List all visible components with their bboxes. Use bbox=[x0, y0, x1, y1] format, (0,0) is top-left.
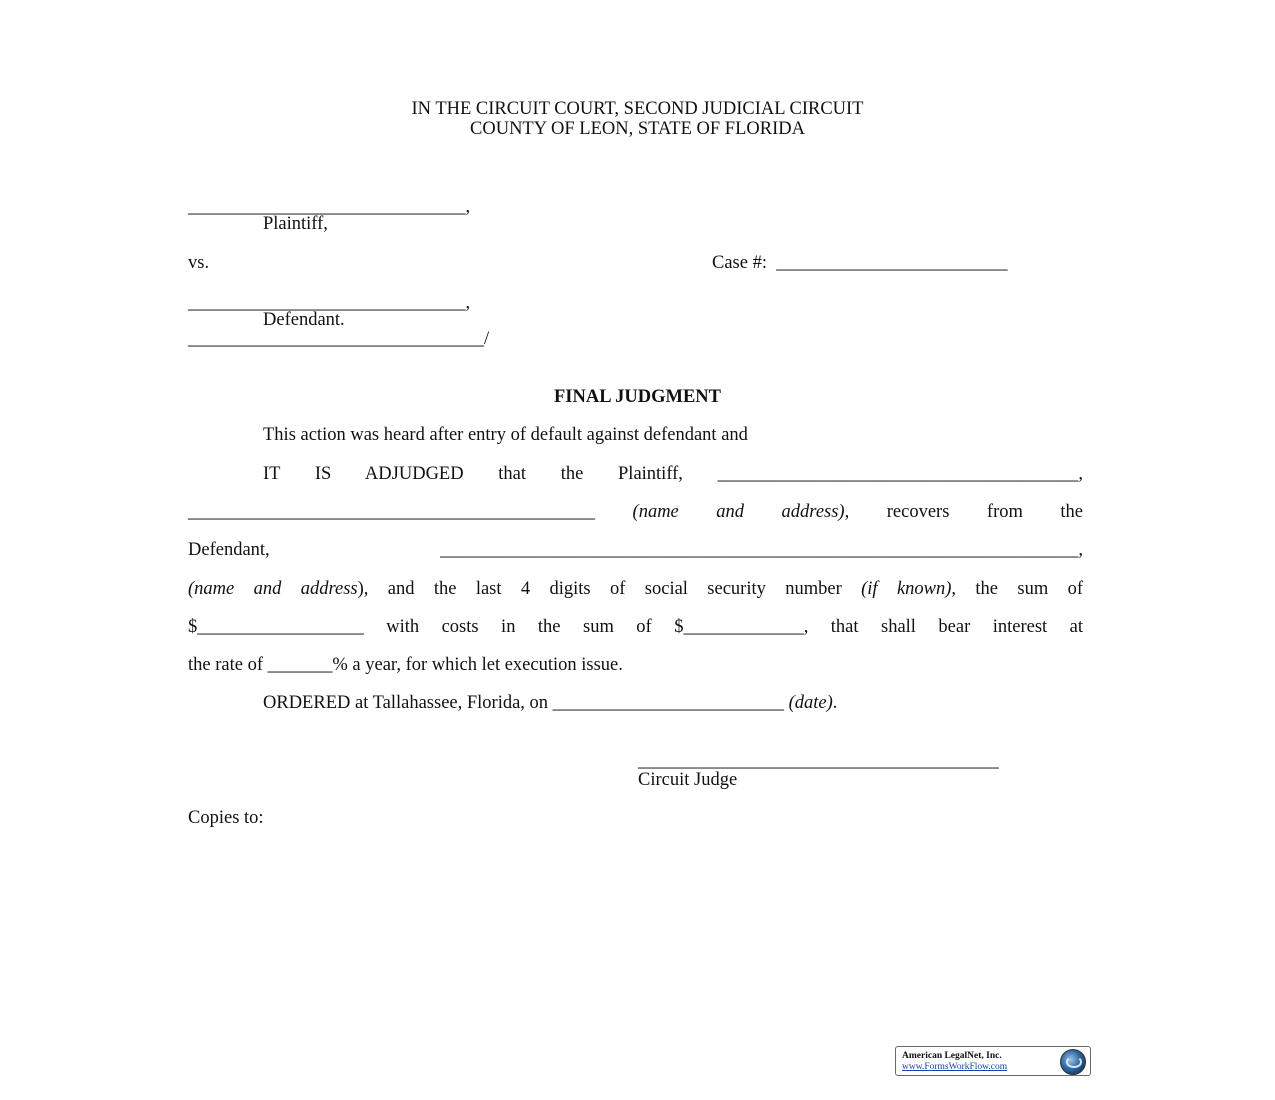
defendant-name-blank: ______________________________, bbox=[188, 293, 471, 313]
body-line-7: the rate of _______% a year, for which let execution issue. bbox=[188, 655, 623, 675]
if-known-hint: (if known) bbox=[861, 579, 952, 599]
ssn-text: ), and the last 4 digits of social security number bbox=[357, 579, 862, 599]
body-line-6: $__________________ with costs in the sum of $_____________, that shall bear interest at bbox=[188, 617, 1083, 637]
defendant-blank: _____________________________________________________________________, bbox=[440, 540, 1083, 560]
footer-badge bbox=[895, 1046, 1091, 1076]
case-number-label: Case #: bbox=[712, 253, 767, 273]
body-line-5 bbox=[188, 580, 1083, 599]
globe-logo-icon bbox=[1060, 1049, 1086, 1075]
recovers-text: , recovers from the bbox=[844, 502, 1084, 522]
adjudged-text: IT IS ADJUDGED that the Plaintiff, bbox=[263, 464, 718, 484]
body-line-2 bbox=[263, 465, 1083, 484]
body-line-3 bbox=[188, 503, 1083, 522]
signature-label: Circuit Judge bbox=[638, 770, 738, 790]
body-line-1: This action was heard after entry of default against defendant and bbox=[263, 425, 748, 445]
ordered-line bbox=[263, 694, 837, 713]
case-number-blank: _________________________ bbox=[776, 253, 1008, 273]
date-hint: (date) bbox=[788, 693, 833, 713]
versus-label: vs. bbox=[188, 253, 210, 273]
court-header-line-1: IN THE CIRCUIT COURT, SECOND JUDICIAL CIRCUIT bbox=[411, 99, 864, 119]
sum-of-text: , the sum of bbox=[951, 579, 1083, 599]
plaintiff-address-blank: ____________________________________________ bbox=[188, 502, 633, 522]
name-address-hint: (name and address) bbox=[632, 502, 845, 522]
body-line-4 bbox=[188, 541, 1083, 560]
plaintiff-blank: _______________________________________, bbox=[717, 464, 1083, 484]
court-header-line-2: COUNTY OF LEON, STATE OF FLORIDA bbox=[470, 119, 805, 139]
defendant-label: Defendant. bbox=[263, 310, 345, 330]
defendant-text: Defendant, bbox=[188, 540, 441, 560]
ordered-text: ORDERED at Tallahassee, Florida, on _________________________ bbox=[263, 693, 789, 713]
ordered-period: . bbox=[832, 693, 838, 713]
document-title: FINAL JUDGMENT bbox=[553, 387, 722, 407]
copies-to-label: Copies to: bbox=[188, 808, 264, 828]
footer-company: American LegalNet, Inc. bbox=[902, 1051, 1002, 1061]
signature-line: _______________________________________ bbox=[638, 751, 999, 771]
name-address-hint-2: (name and address bbox=[188, 579, 358, 599]
plaintiff-label: Plaintiff, bbox=[263, 214, 328, 234]
footer-url-link[interactable]: www.FormsWorkFlow.com bbox=[902, 1062, 1008, 1072]
case-number bbox=[712, 254, 1007, 273]
caption-closing-blank: ________________________________/ bbox=[188, 329, 490, 349]
plaintiff-name-blank: ______________________________, bbox=[188, 197, 471, 217]
